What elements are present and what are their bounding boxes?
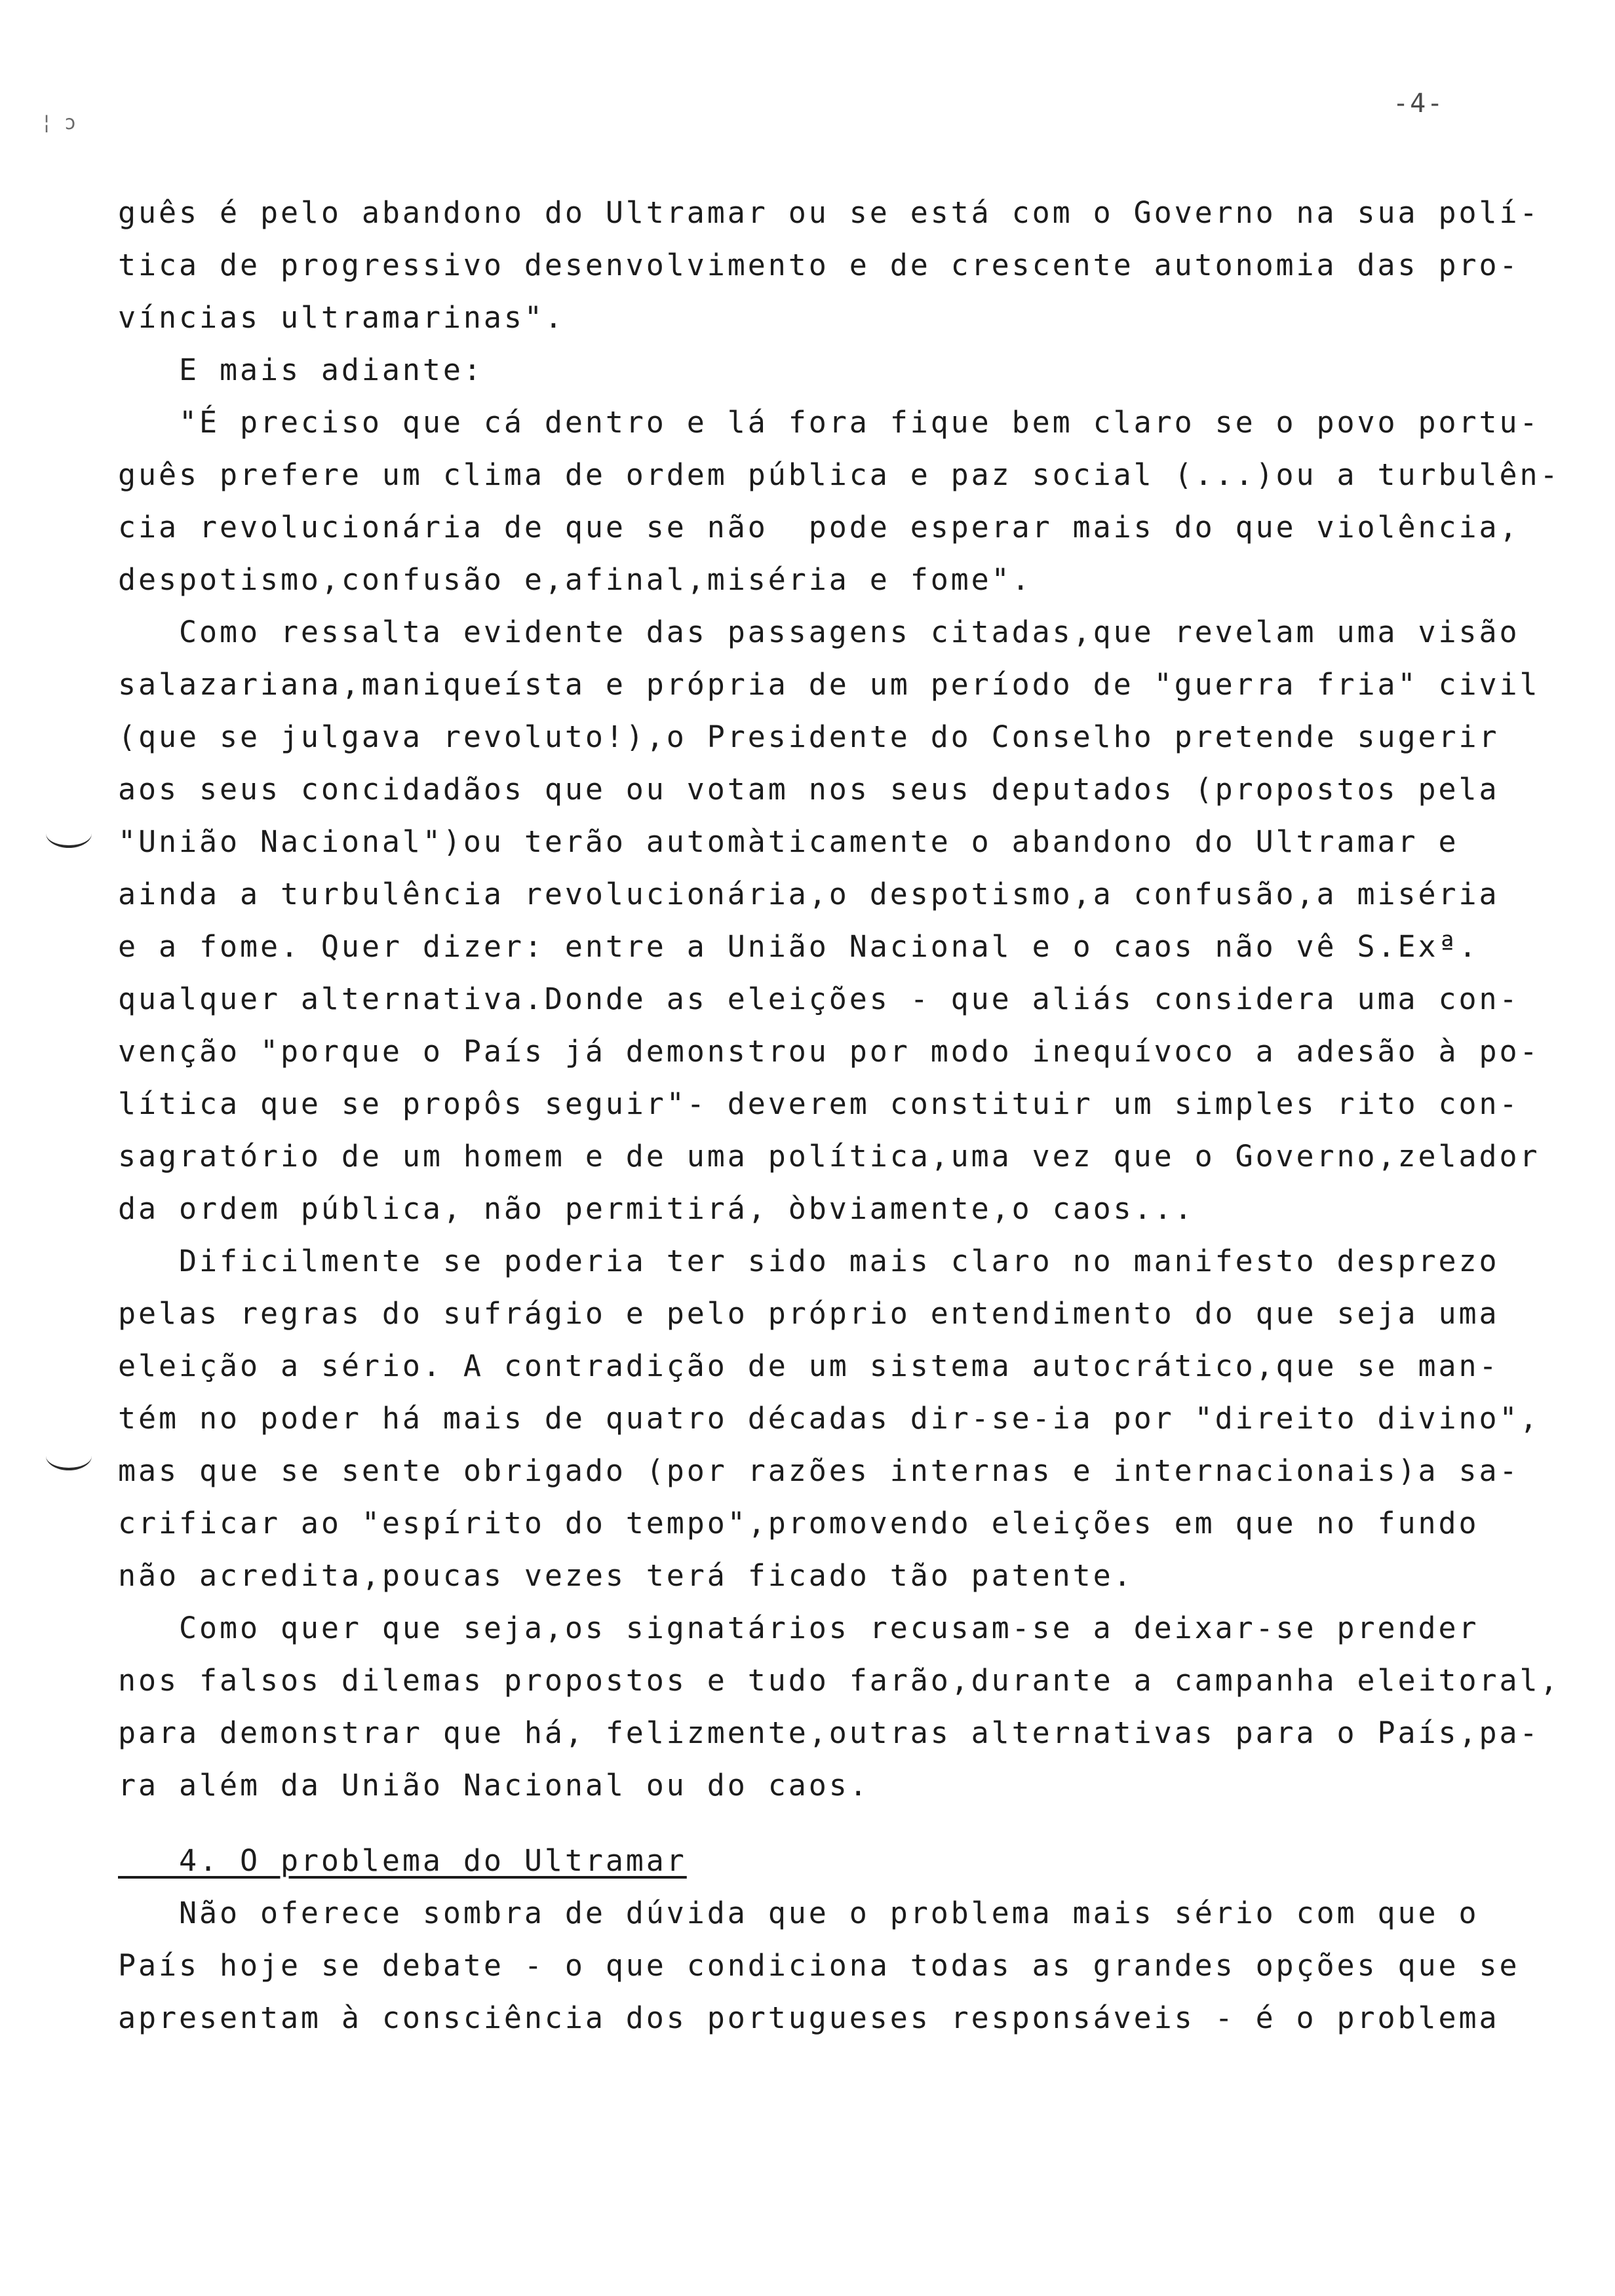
text-line: guês é pelo abandono do Ultramar ou se está com o Governo na sua polí- bbox=[118, 195, 1540, 230]
text-line: e a fome. Quer dizer: entre a União Nacional e o caos não vê S.Exª. bbox=[118, 929, 1479, 964]
text-line: qualquer alternativa.Donde as eleições - que aliás considera uma con- bbox=[118, 982, 1520, 1016]
text-line: sagratório de um homem e de uma política,uma vez que o Governo,zelador bbox=[118, 1139, 1540, 1174]
text-line: nos falsos dilemas propostos e tudo farão,durante a campanha eleitoral, bbox=[118, 1663, 1561, 1698]
text-line: da ordem pública, não permitirá, òbviamente,o caos... bbox=[118, 1191, 1195, 1226]
text-line: (que se julgava revoluto!),o Presidente do Conselho pretende sugerir bbox=[118, 719, 1500, 754]
page-number: -4- bbox=[1393, 88, 1445, 119]
text-line: "É preciso que cá dentro e lá fora fique bem claro se o povo portu- bbox=[118, 405, 1540, 440]
text-line: lítica que se propôs seguir"- deverem constituir um simples rito con- bbox=[118, 1086, 1520, 1121]
text-line: pelas regras do sufrágio e pelo próprio entendimento do que seja uma bbox=[118, 1296, 1500, 1331]
text-line: ainda a turbulência revolucionária,o despotismo,a confusão,a miséria bbox=[118, 877, 1500, 911]
corner-mark: ¦ ɔ bbox=[41, 111, 77, 134]
text-line: Dificilmente se poderia ter sido mais claro no manifesto desprezo bbox=[118, 1244, 1500, 1278]
text-line: tica de progressivo desenvolvimento e de crescente autonomia das pro- bbox=[118, 248, 1520, 282]
text-line: tém no poder há mais de quatro décadas dir-se-ia por "direito divino", bbox=[118, 1401, 1540, 1436]
section-heading: 4. O problema do Ultramar bbox=[118, 1843, 687, 1878]
text-line: País hoje se debate - o que condiciona todas as grandes opções que se bbox=[118, 1948, 1520, 1983]
margin-punch-mark-lower bbox=[46, 1442, 92, 1470]
text-line: venção "porque o País já demonstrou por modo inequívoco a adesão à po- bbox=[118, 1034, 1540, 1069]
text-line: Como ressalta evidente das passagens citadas,que revelam uma visão bbox=[118, 615, 1520, 649]
text-line: eleição a sério. A contradição de um sistema autocrático,que se man- bbox=[118, 1349, 1500, 1383]
text-line: víncias ultramarinas". bbox=[118, 300, 565, 335]
text-line: guês prefere um clima de ordem pública e paz social (...)ou a turbulên- bbox=[118, 457, 1561, 492]
margin-punch-mark-upper bbox=[46, 819, 92, 848]
text-line: salazariana,maniqueísta e própria de um período de "guerra fria" civil bbox=[118, 667, 1540, 702]
text-line: Como quer que seja,os signatários recusam-se a deixar-se prender bbox=[118, 1611, 1479, 1645]
text-line: aos seus concidadãos que ou votam nos seus deputados (propostos pela bbox=[118, 772, 1500, 807]
text-line: apresentam à consciência dos portugueses responsáveis - é o problema bbox=[118, 2000, 1500, 2035]
text-line: não acredita,poucas vezes terá ficado tão patente. bbox=[118, 1558, 1134, 1593]
text-line: ra além da União Nacional ou do caos. bbox=[118, 1768, 870, 1803]
text-line: "União Nacional")ou terão automàticamente o abandono do Ultramar e bbox=[118, 824, 1459, 859]
text-line: despotismo,confusão e,afinal,miséria e fome". bbox=[118, 562, 1032, 597]
text-line: Não oferece sombra de dúvida que o problema mais sério com que o bbox=[118, 1896, 1479, 1930]
text-line: cia revolucionária de que se não pode esperar mais do que violência, bbox=[118, 510, 1520, 545]
text-line: para demonstrar que há, felizmente,outras alternativas para o País,pa- bbox=[118, 1715, 1540, 1750]
text-line: mas que se sente obrigado (por razões internas e internacionais)a sa- bbox=[118, 1453, 1520, 1488]
text-line: E mais adiante: bbox=[118, 353, 484, 387]
text-line: crificar ao "espírito do tempo",promovendo eleições em que no fundo bbox=[118, 1506, 1479, 1540]
